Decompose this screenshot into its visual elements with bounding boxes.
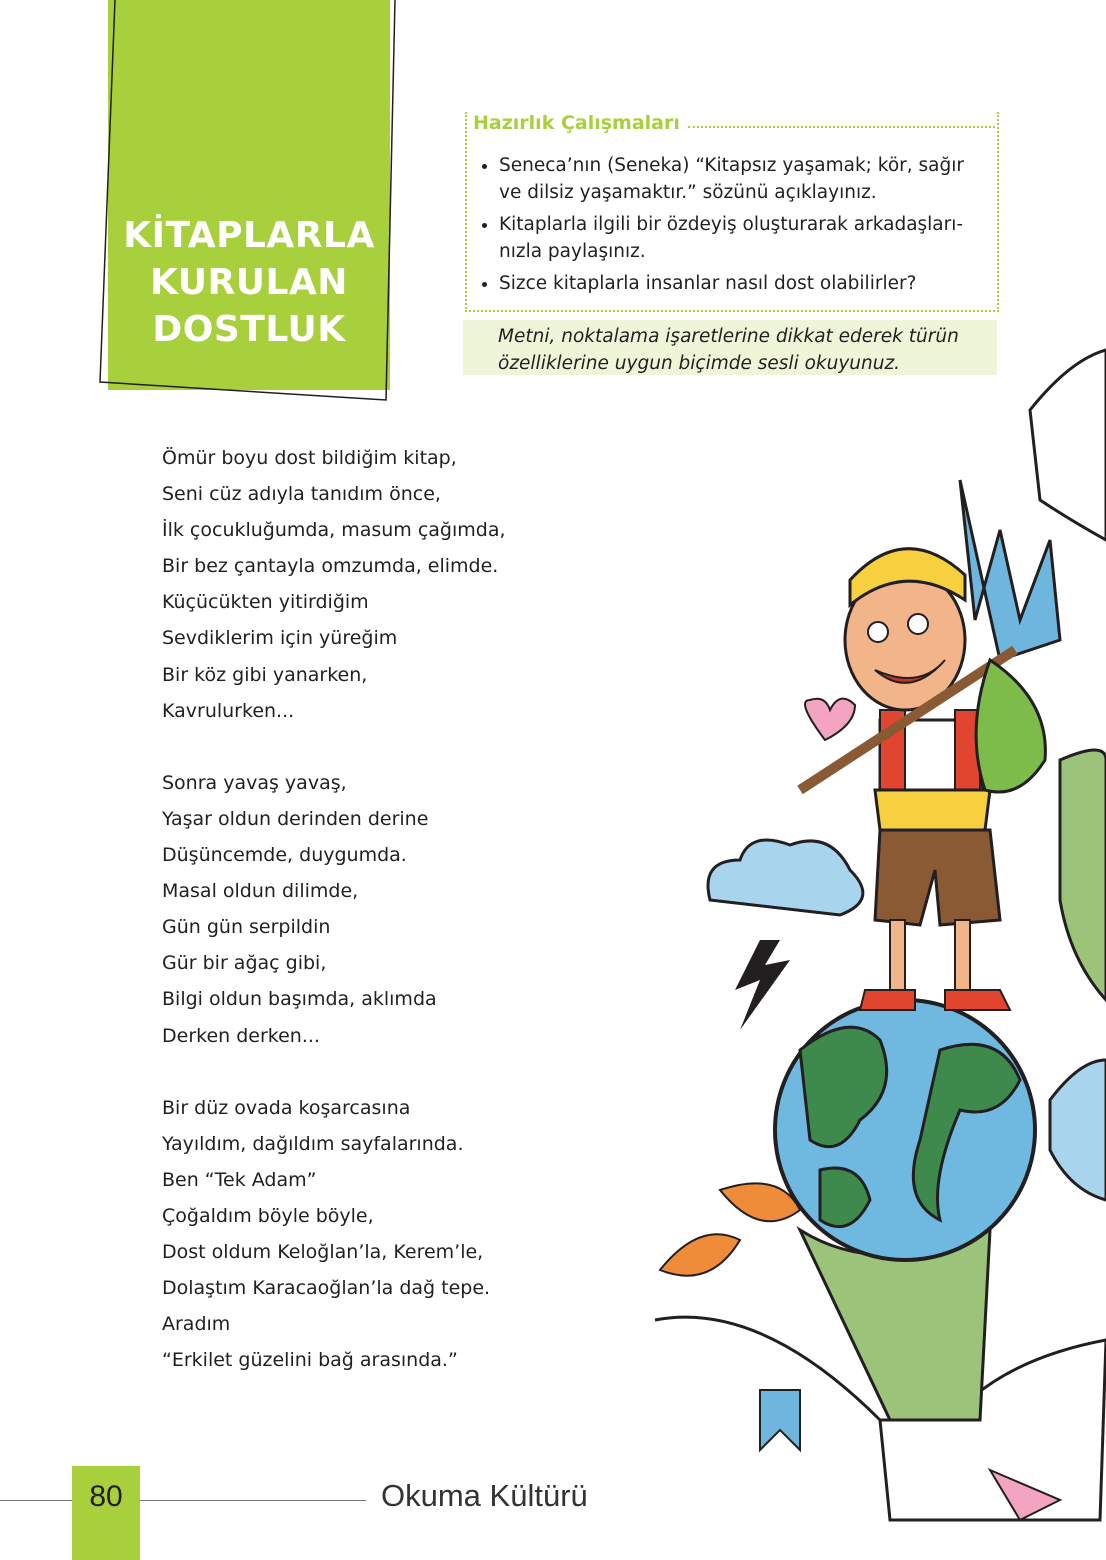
poem-line: Aradım	[162, 1313, 231, 1336]
preparation-item: • Sizce kitaplarla insanlar nasıl dost olabilirler?	[499, 270, 989, 297]
page-number: 80	[89, 1480, 123, 1513]
book-title: Okuma Kültürü	[381, 1478, 588, 1513]
poem-line: Dolaştım Karacaoğlan’la dağ tepe.	[162, 1277, 491, 1300]
poem-line: Bir köz gibi yanarken,	[162, 663, 368, 686]
dotted-divider	[688, 126, 995, 128]
poem-line: Bir düz ovada koşarcasına	[162, 1096, 411, 1119]
preparation-box	[465, 112, 999, 312]
poem-line: Gür bir ağaç gibi,	[162, 952, 327, 975]
poem-line: Yayıldım, dağıldım sayfalarında.	[162, 1132, 464, 1155]
stanza	[162, 446, 506, 735]
poem-line: “Erkilet güzelini bağ arasında.”	[162, 1349, 458, 1372]
poem-line: Gün gün serpildin	[162, 916, 331, 939]
poem-line: Kavrulurken...	[162, 699, 295, 722]
preparation-title: Hazırlık Çalışmaları	[473, 112, 688, 134]
poem-line: Seni cüz adıyla tanıdım önce,	[162, 483, 441, 506]
poem-line: Bilgi oldun başımda, aklımda	[162, 988, 437, 1011]
poem-line: Sonra yavaş yavaş,	[162, 771, 347, 794]
stanza	[162, 1096, 506, 1385]
poem-line: Bir bez çantayla omzumda, elimde.	[162, 555, 499, 578]
page-title	[108, 212, 390, 353]
title-line: KURULAN	[150, 262, 348, 303]
poem	[162, 446, 506, 1384]
poem-line: Ben “Tek Adam”	[162, 1168, 317, 1191]
title-line: KİTAPLARLA	[123, 215, 375, 256]
poem-line: Derken derken...	[162, 1024, 320, 1047]
poem-line: Düşüncemde, duygumda.	[162, 844, 407, 867]
poem-line: İlk çocukluğumda, masum çağımda,	[162, 519, 506, 542]
stanza	[162, 771, 506, 1060]
poem-line: Küçücükten yitirdiğim	[162, 591, 369, 614]
instruction-text: Metni, noktalama işaretlerine dikkat ederek türün özelliklerine uygun biçimde sesli okuyunuz.	[498, 326, 959, 374]
poem-line: Dost oldum Keloğlan’la, Kerem’le,	[162, 1241, 484, 1264]
preparation-item: • Seneca’nın (Seneka) “Kitapsız yaşamak; kör, sağır ve dilsiz yaşamaktır.” sözünü açıklayınız.	[499, 152, 989, 206]
poem-line: Sevdiklerim için yüreğim	[162, 627, 398, 650]
poem-line: Ömür boyu dost bildiğim kitap,	[162, 447, 457, 469]
poem-line: Masal oldun dilimde,	[162, 880, 359, 903]
footer-rule	[0, 1500, 73, 1501]
illustration-boy-on-globe	[640, 340, 1106, 1530]
poem-line: Yaşar oldun derinden derine	[162, 807, 429, 830]
poem-line: Çoğaldım böyle böyle,	[162, 1204, 374, 1227]
title-line: DOSTLUK	[152, 309, 346, 350]
footer-rule	[140, 1500, 366, 1501]
preparation-item: • Kitaplarla ilgili bir özdeyiş oluşturarak arkadaşları-nızla paylaşınız.	[499, 211, 989, 265]
